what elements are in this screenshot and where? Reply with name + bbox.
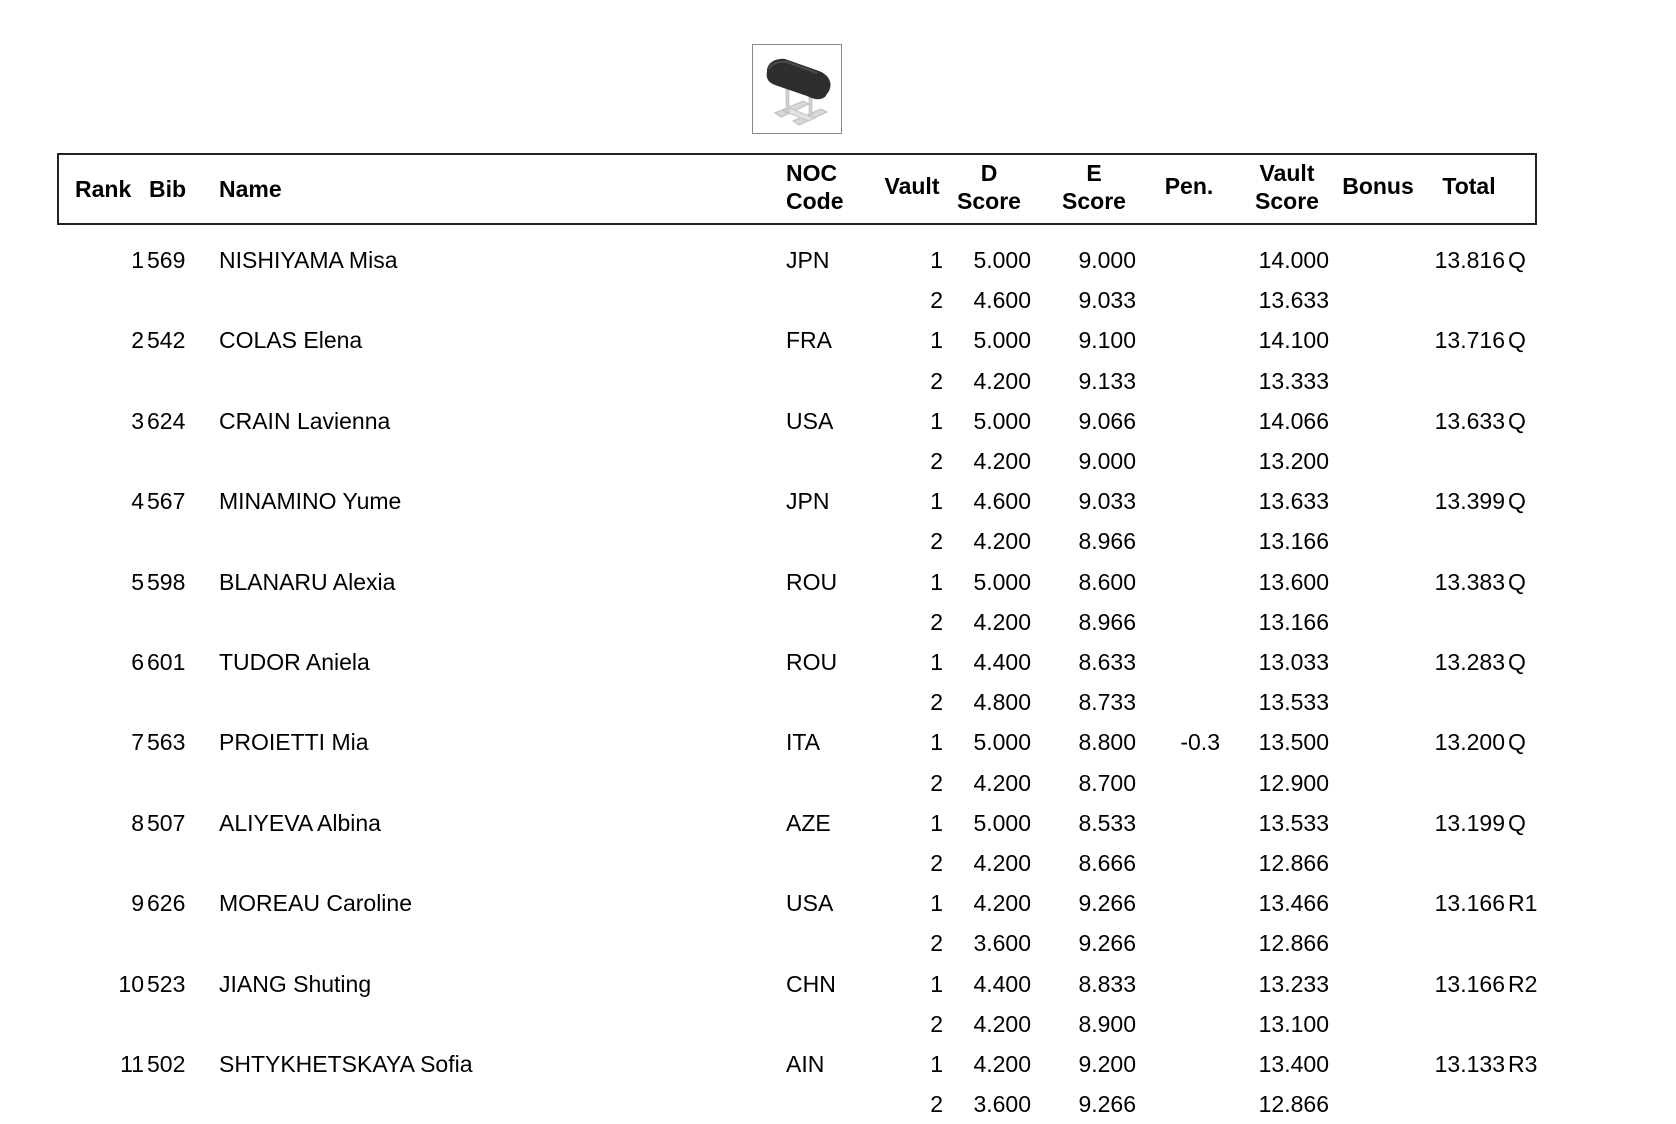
d-score-cell: 5.000: [973, 809, 1031, 836]
e-score-cell: 8.966: [1078, 608, 1136, 635]
vault-score-cell: 12.866: [1258, 930, 1329, 957]
header-d-score: [954, 159, 1024, 215]
name-cell: MOREAU Caroline: [219, 890, 412, 917]
vault-score-cell: 13.533: [1258, 689, 1329, 716]
vault-number-cell: 1: [930, 568, 943, 595]
athlete-vault-row: [0, 843, 1676, 883]
e-score-cell: 9.033: [1078, 287, 1136, 314]
vault-score-cell: 13.600: [1258, 568, 1329, 595]
d-score-cell: 3.600: [973, 1091, 1031, 1118]
d-score-cell: 4.200: [973, 608, 1031, 635]
header-penalty: Pen.: [1164, 173, 1214, 199]
vault-score-cell: 14.100: [1258, 327, 1329, 354]
d-score-cell: 4.600: [973, 488, 1031, 515]
header-e-score: [1059, 159, 1129, 215]
bib-cell: 598: [147, 568, 186, 595]
rank-cell: 5: [131, 568, 144, 595]
rank-cell: 3: [131, 407, 144, 434]
athlete-vault-row: [0, 521, 1676, 561]
e-score-cell: 9.200: [1078, 1051, 1136, 1077]
e-score-cell: 9.266: [1078, 930, 1136, 957]
vault-score-cell: 13.400: [1258, 1051, 1329, 1077]
d-score-cell: 4.200: [973, 448, 1031, 474]
results-table-header: [57, 153, 1537, 225]
vault-number-cell: 2: [930, 689, 943, 716]
qualification-badge: Q: [1508, 568, 1526, 595]
total-cell: 13.166: [1434, 970, 1505, 997]
header-d-line1: D: [980, 160, 998, 186]
e-score-cell: 8.666: [1078, 850, 1136, 876]
d-score-cell: 4.400: [973, 649, 1031, 675]
vault-score-cell: 13.200: [1258, 448, 1329, 474]
noc-cell: FRA: [786, 327, 832, 354]
vault-number-cell: 2: [930, 1091, 943, 1118]
athlete-row: [0, 320, 1676, 360]
noc-cell: USA: [786, 407, 834, 434]
vault-number-cell: 2: [930, 608, 943, 635]
vault-number-cell: 2: [930, 287, 943, 314]
vault-number-cell: 2: [930, 367, 943, 394]
athlete-vault-row: [0, 602, 1676, 642]
vault-score-cell: 13.233: [1258, 970, 1329, 997]
e-score-cell: 9.266: [1078, 1091, 1136, 1118]
d-score-cell: 4.600: [973, 287, 1031, 314]
athlete-vault-row: [0, 682, 1676, 722]
qualification-badge: R3: [1508, 1051, 1538, 1077]
vault-number-cell: 2: [930, 769, 943, 796]
header-noc-code: [786, 159, 844, 215]
noc-cell: AIN: [786, 1051, 825, 1077]
d-score-cell: 4.200: [973, 890, 1031, 917]
d-score-cell: 5.000: [973, 247, 1031, 273]
athlete-vault-row: [0, 280, 1676, 320]
e-score-cell: 8.700: [1078, 769, 1136, 796]
d-score-cell: 5.000: [973, 568, 1031, 595]
rank-cell: 8: [131, 809, 144, 836]
e-score-cell: 8.533: [1078, 809, 1136, 836]
e-score-cell: 9.066: [1078, 407, 1136, 434]
e-score-cell: 8.733: [1078, 689, 1136, 716]
rank-cell: 1: [131, 247, 144, 273]
header-bib: Bib: [149, 176, 187, 202]
vault-score-cell: 13.033: [1258, 649, 1329, 675]
qualification-badge: R2: [1508, 970, 1538, 997]
header-noc-line1: NOC: [786, 160, 838, 186]
vault-number-cell: 2: [930, 930, 943, 957]
qualification-badge: Q: [1508, 729, 1526, 756]
qualification-badge: Q: [1508, 809, 1526, 836]
bib-cell: 502: [147, 1051, 186, 1077]
e-score-cell: 8.833: [1078, 970, 1136, 997]
vault-number-cell: 1: [930, 327, 943, 354]
d-score-cell: 5.000: [973, 327, 1031, 354]
header-bonus: Bonus: [1342, 173, 1414, 199]
e-score-cell: 8.633: [1078, 649, 1136, 675]
bib-cell: 523: [147, 970, 186, 997]
header-total: Total: [1442, 173, 1496, 199]
total-cell: 13.816: [1434, 247, 1505, 273]
e-score-cell: 9.000: [1078, 448, 1136, 474]
qualification-badge: Q: [1508, 488, 1526, 515]
bib-cell: 601: [147, 649, 186, 675]
total-cell: 13.283: [1434, 649, 1505, 675]
vault-number-cell: 1: [930, 970, 943, 997]
vault-number-cell: 1: [930, 809, 943, 836]
qualification-badge: R1: [1508, 890, 1538, 917]
noc-cell: CHN: [786, 970, 836, 997]
rank-cell: 6: [131, 649, 144, 675]
e-score-cell: 8.966: [1078, 528, 1136, 555]
athlete-vault-row: [0, 361, 1676, 401]
vault-score-cell: 13.166: [1258, 528, 1329, 555]
name-cell: BLANARU Alexia: [219, 568, 396, 595]
total-cell: 13.133: [1434, 1051, 1505, 1077]
vault-number-cell: 1: [930, 729, 943, 756]
rank-cell: 2: [131, 327, 144, 354]
header-name: Name: [219, 176, 282, 202]
d-score-cell: 4.200: [973, 769, 1031, 796]
total-cell: 13.199: [1434, 809, 1505, 836]
e-score-cell: 8.900: [1078, 1010, 1136, 1037]
total-cell: 13.716: [1434, 327, 1505, 354]
vault-score-cell: 13.466: [1258, 890, 1329, 917]
vault-score-cell: 13.533: [1258, 809, 1329, 836]
name-cell: COLAS Elena: [219, 327, 363, 354]
bib-cell: 624: [147, 407, 186, 434]
header-vs-line2: Score: [1255, 188, 1319, 214]
athlete-row: [0, 722, 1676, 762]
d-score-cell: 5.000: [973, 729, 1031, 756]
athlete-row: [0, 642, 1676, 682]
e-score-cell: 8.600: [1078, 568, 1136, 595]
athlete-vault-row: [0, 441, 1676, 481]
noc-cell: JPN: [786, 488, 830, 515]
vault-score-cell: 14.066: [1258, 407, 1329, 434]
e-score-cell: 9.133: [1078, 367, 1136, 394]
bib-cell: 569: [147, 247, 186, 273]
vault-score-cell: 12.866: [1258, 850, 1329, 876]
vault-score-cell: 13.500: [1258, 729, 1329, 756]
header-vault: Vault: [884, 173, 940, 199]
qualification-badge: Q: [1508, 649, 1526, 675]
bib-cell: 626: [147, 890, 186, 917]
rank-cell: 10: [118, 970, 144, 997]
d-score-cell: 4.200: [973, 1051, 1031, 1077]
vault-score-cell: 12.900: [1258, 769, 1329, 796]
d-score-cell: 3.600: [973, 930, 1031, 957]
name-cell: SHTYKHETSKAYA Sofia: [219, 1051, 473, 1077]
e-score-cell: 9.000: [1078, 247, 1136, 273]
d-score-cell: 4.800: [973, 689, 1031, 716]
total-cell: 13.633: [1434, 407, 1505, 434]
vault-number-cell: 1: [930, 890, 943, 917]
noc-cell: AZE: [786, 809, 831, 836]
athlete-vault-row: [0, 923, 1676, 963]
d-score-cell: 4.200: [973, 1010, 1031, 1037]
vault-table-icon: [753, 45, 841, 133]
header-d-line2: Score: [957, 188, 1021, 214]
athlete-row: [0, 964, 1676, 1004]
e-score-cell: 9.266: [1078, 890, 1136, 917]
d-score-cell: 4.400: [973, 970, 1031, 997]
noc-cell: JPN: [786, 247, 830, 273]
header-e-line2: Score: [1062, 188, 1126, 214]
vault-number-cell: 1: [930, 1051, 943, 1077]
name-cell: JIANG Shuting: [219, 970, 372, 997]
name-cell: MINAMINO Yume: [219, 488, 402, 515]
vault-number-cell: 2: [930, 1010, 943, 1037]
vault-number-cell: 1: [930, 649, 943, 675]
penalty-cell: -0.3: [1180, 729, 1220, 756]
vault-number-cell: 1: [930, 407, 943, 434]
header-rank: Rank: [75, 176, 132, 202]
header-noc-line2: Code: [786, 188, 844, 214]
noc-cell: ROU: [786, 649, 838, 675]
rank-cell: 9: [131, 890, 144, 917]
vault-number-cell: 1: [930, 488, 943, 515]
apparatus-vault-icon: [752, 44, 842, 134]
bib-cell: 507: [147, 809, 186, 836]
name-cell: NISHIYAMA Misa: [219, 247, 398, 273]
noc-cell: ITA: [786, 729, 821, 756]
athlete-vault-row: [0, 1004, 1676, 1044]
header-e-line1: E: [1086, 160, 1102, 186]
athlete-row: [0, 401, 1676, 441]
athlete-row: [0, 883, 1676, 923]
vault-score-cell: 13.333: [1258, 367, 1329, 394]
e-score-cell: 8.800: [1078, 729, 1136, 756]
athlete-vault-row: [0, 1084, 1676, 1124]
e-score-cell: 9.100: [1078, 327, 1136, 354]
total-cell: 13.399: [1434, 488, 1505, 515]
name-cell: ALIYEVA Albina: [219, 809, 381, 836]
total-cell: 13.166: [1434, 890, 1505, 917]
athlete-row: [0, 562, 1676, 602]
total-cell: 13.383: [1434, 568, 1505, 595]
vault-number-cell: 2: [930, 850, 943, 876]
header-vault-score: [1252, 159, 1322, 215]
vault-score-cell: 12.866: [1258, 1091, 1329, 1118]
vault-number-cell: 2: [930, 528, 943, 555]
bib-cell: 542: [147, 327, 186, 354]
athlete-row: [0, 803, 1676, 843]
vault-score-cell: 13.166: [1258, 608, 1329, 635]
qualification-badge: Q: [1508, 247, 1526, 273]
vault-score-cell: 13.100: [1258, 1010, 1329, 1037]
name-cell: PROIETTI Mia: [219, 729, 369, 756]
name-cell: TUDOR Aniela: [219, 649, 370, 675]
total-cell: 13.200: [1434, 729, 1505, 756]
bib-cell: 563: [147, 729, 186, 756]
d-score-cell: 4.200: [973, 367, 1031, 394]
qualification-badge: Q: [1508, 407, 1526, 434]
d-score-cell: 5.000: [973, 407, 1031, 434]
qualification-badge: Q: [1508, 327, 1526, 354]
rank-cell: 11: [120, 1051, 144, 1077]
vault-number-cell: 2: [930, 448, 943, 474]
vault-score-cell: 13.633: [1258, 488, 1329, 515]
vault-number-cell: 1: [930, 247, 943, 273]
bib-cell: 567: [147, 488, 186, 515]
athlete-row: [0, 1044, 1676, 1084]
d-score-cell: 4.200: [973, 528, 1031, 555]
rank-cell: 4: [131, 488, 144, 515]
athlete-vault-row: [0, 763, 1676, 803]
d-score-cell: 4.200: [973, 850, 1031, 876]
rank-cell: 7: [131, 729, 144, 756]
athlete-row: [0, 240, 1676, 280]
athlete-row: [0, 481, 1676, 521]
e-score-cell: 9.033: [1078, 488, 1136, 515]
vault-score-cell: 13.633: [1258, 287, 1329, 314]
vault-score-cell: 14.000: [1258, 247, 1329, 273]
header-vs-line1: Vault: [1259, 160, 1315, 186]
name-cell: CRAIN Lavienna: [219, 407, 391, 434]
noc-cell: ROU: [786, 568, 838, 595]
noc-cell: USA: [786, 890, 834, 917]
